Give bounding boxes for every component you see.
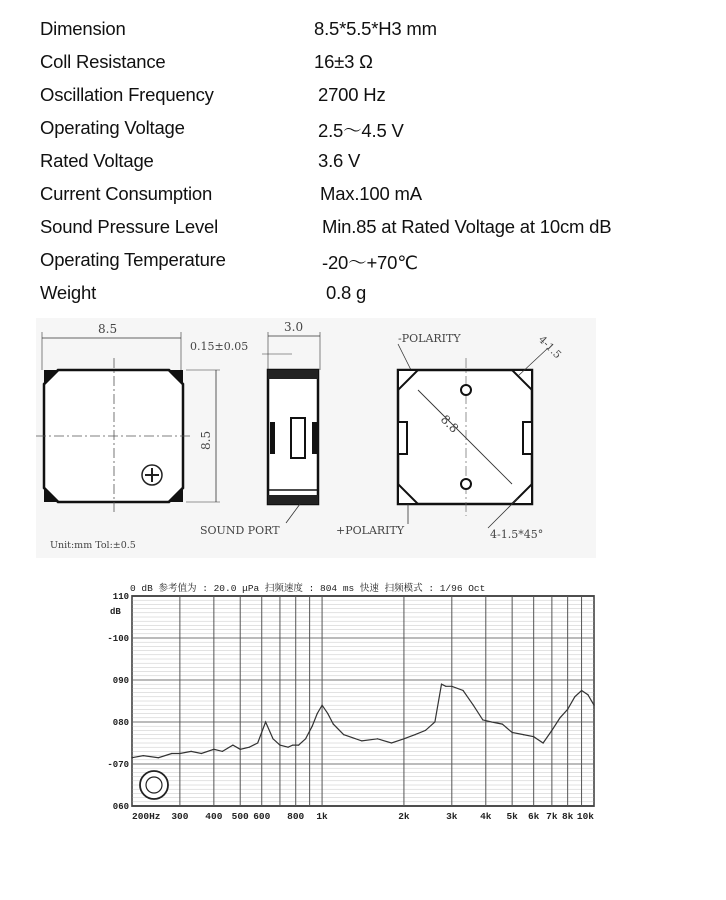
spl-data-point <box>171 753 172 754</box>
spl-data-point <box>462 690 463 691</box>
frequency-response-chart <box>96 578 616 828</box>
gap-dimension-label: 0.15±0.05 <box>190 340 249 353</box>
spl-data-point <box>434 721 435 722</box>
x-tick-label: 3k <box>446 811 458 822</box>
spl-data-point <box>232 745 233 746</box>
spec-value: 2700 Hz <box>318 84 386 105</box>
x-tick-label: 200Hz <box>132 811 161 822</box>
spec-value: 3.6 V <box>318 150 361 171</box>
spl-data-point <box>581 690 582 691</box>
x-tick-label: 7k <box>546 811 558 822</box>
y-tick-label: 110 <box>112 592 129 602</box>
spec-label: Rated Voltage <box>40 150 154 171</box>
diagonal-dimension-label: 8.8 <box>437 412 462 436</box>
spl-data-point <box>551 730 552 731</box>
spl-data-point <box>131 757 132 758</box>
spec-value: 8.5*5.5*H3 mm <box>314 18 437 39</box>
mounting-hole <box>461 479 471 489</box>
spl-data-point <box>292 745 293 746</box>
thickness-dimension-label: 3.0 <box>284 320 304 334</box>
spl-data-point <box>391 742 392 743</box>
spl-data-point <box>158 757 159 758</box>
spec-label: Current Consumption <box>40 183 213 204</box>
y-axis-ticks <box>107 592 129 812</box>
spl-data-point <box>279 745 280 746</box>
spl-data-point <box>287 747 288 748</box>
spl-data-point <box>567 709 568 710</box>
spec-row-operating-temperature <box>0 249 726 282</box>
spec-value: 2.5～4.5 V <box>318 120 404 141</box>
spl-data-point <box>473 705 474 706</box>
spec-row-current-consumption <box>0 183 726 216</box>
spec-value: 0.8 g <box>326 282 367 303</box>
side-cap <box>268 495 318 504</box>
spec-label: Dimension <box>40 18 126 39</box>
spec-row-operating-voltage <box>0 117 726 150</box>
spec-label: Oscillation Frequency <box>40 84 214 105</box>
x-tick-label: 4k <box>480 811 492 822</box>
terminal-pad <box>270 422 275 454</box>
spl-data-point <box>305 738 306 739</box>
units-note: Unit:mm Tol:±0.5 <box>50 540 136 551</box>
spec-value: Max.100 mA <box>320 183 422 204</box>
x-tick-label: 300 <box>171 811 189 822</box>
y-tick-label: 090 <box>112 676 129 686</box>
spl-data-point <box>272 738 273 739</box>
spec-label: Sound Pressure Level <box>40 216 219 237</box>
spl-data-point <box>425 730 426 731</box>
spec-row-coil-resistance <box>0 51 726 84</box>
spec-value: 16±3 Ω <box>314 51 373 72</box>
spl-data-point <box>523 734 524 735</box>
sound-port-slot <box>291 418 305 458</box>
spec-row-rated-voltage <box>0 150 726 183</box>
spl-data-point <box>491 721 492 722</box>
mechanical-drawing <box>36 318 596 558</box>
spec-label: Coll Resistance <box>40 51 166 72</box>
y-tick-label: 080 <box>112 718 129 728</box>
spec-row-sound-pressure-level <box>0 216 726 249</box>
x-tick-label: 500 <box>231 811 249 822</box>
spl-data-point <box>593 705 594 706</box>
spl-data-point <box>451 686 452 687</box>
spl-data-point <box>502 724 503 725</box>
terminal-pad <box>398 422 407 454</box>
spl-data-point <box>415 734 416 735</box>
spl-data-point <box>574 696 575 697</box>
x-tick-label: 600 <box>253 811 271 822</box>
y-tick-label: -100 <box>107 634 129 644</box>
x-tick-label: 5k <box>506 811 518 822</box>
spec-row-dimension <box>0 18 726 51</box>
spl-data-point <box>143 755 144 756</box>
spl-data-point <box>201 753 202 754</box>
spl-data-point <box>265 721 266 722</box>
y-axis-label: dB <box>110 607 121 617</box>
spl-data-point <box>445 686 446 687</box>
x-tick-label: 8k <box>561 811 574 822</box>
spec-row-weight <box>0 282 726 315</box>
spl-data-point <box>249 747 250 748</box>
spl-data-point <box>587 694 588 695</box>
positive-polarity-label: +POLARITY <box>336 524 405 537</box>
spl-data-point <box>333 724 334 725</box>
spl-data-point <box>312 726 313 727</box>
spl-data-point <box>179 753 180 754</box>
x-tick-label: 6k <box>527 811 540 822</box>
spec-label: Operating Voltage <box>40 117 185 138</box>
spl-data-point <box>222 751 223 752</box>
certification-logo <box>140 771 168 799</box>
x-tick-label: 2k <box>398 811 410 822</box>
spl-data-point <box>559 717 560 718</box>
spl-data-point <box>377 738 378 739</box>
spl-data-point <box>298 745 299 746</box>
side-cap <box>268 370 318 379</box>
spl-data-point <box>361 740 362 741</box>
spec-label: Weight <box>40 282 97 303</box>
sound-port-label: SOUND PORT <box>200 524 280 537</box>
spl-data-point <box>191 751 192 752</box>
y-tick-label: 060 <box>112 802 129 812</box>
spl-data-point <box>512 732 513 733</box>
spl-data-point <box>533 736 534 737</box>
terminal-pad <box>312 422 317 454</box>
x-tick-label: 800 <box>287 811 305 822</box>
height-dimension-label: 8.5 <box>199 430 213 450</box>
x-tick-label: 1k <box>316 811 328 822</box>
chart-header: 0 dB 参考值为 : 20.0 μPa 扫频速度 : 804 ms 快速 扫频模式 : 1/96 Oct <box>130 583 486 594</box>
x-tick-label: 400 <box>205 811 223 822</box>
spl-data-point <box>343 734 344 735</box>
spl-data-point <box>321 705 322 706</box>
spec-row-oscillation-frequency <box>0 84 726 117</box>
chamfer-dimension-label: 4-1.5*45° <box>490 528 544 541</box>
width-dimension-label: 8.5 <box>98 322 118 336</box>
negative-polarity-label: -POLARITY <box>398 332 461 345</box>
spl-data-point <box>482 719 483 720</box>
spec-value: -20～+70℃ <box>322 252 418 273</box>
spl-data-point <box>257 742 258 743</box>
spl-data-point <box>240 749 241 750</box>
spl-data-point <box>403 738 404 739</box>
corner-dimension-label: 4-1.5 <box>535 333 564 362</box>
spl-data-point <box>441 684 442 685</box>
terminal-pad <box>523 422 532 454</box>
spl-data-point <box>327 713 328 714</box>
x-tick-label: 10k <box>576 811 594 822</box>
csa-logo-icon <box>140 771 168 799</box>
spl-data-point <box>213 749 214 750</box>
x-axis-ticks <box>132 811 594 822</box>
y-tick-label: -070 <box>107 760 129 770</box>
spl-data-point <box>543 742 544 743</box>
mounting-hole <box>461 385 471 395</box>
spl-data-point <box>317 713 318 714</box>
plot-grid <box>132 596 594 806</box>
spec-label: Operating Temperature <box>40 249 226 270</box>
spec-value: Min.85 at Rated Voltage at 10cm dB <box>322 216 612 237</box>
